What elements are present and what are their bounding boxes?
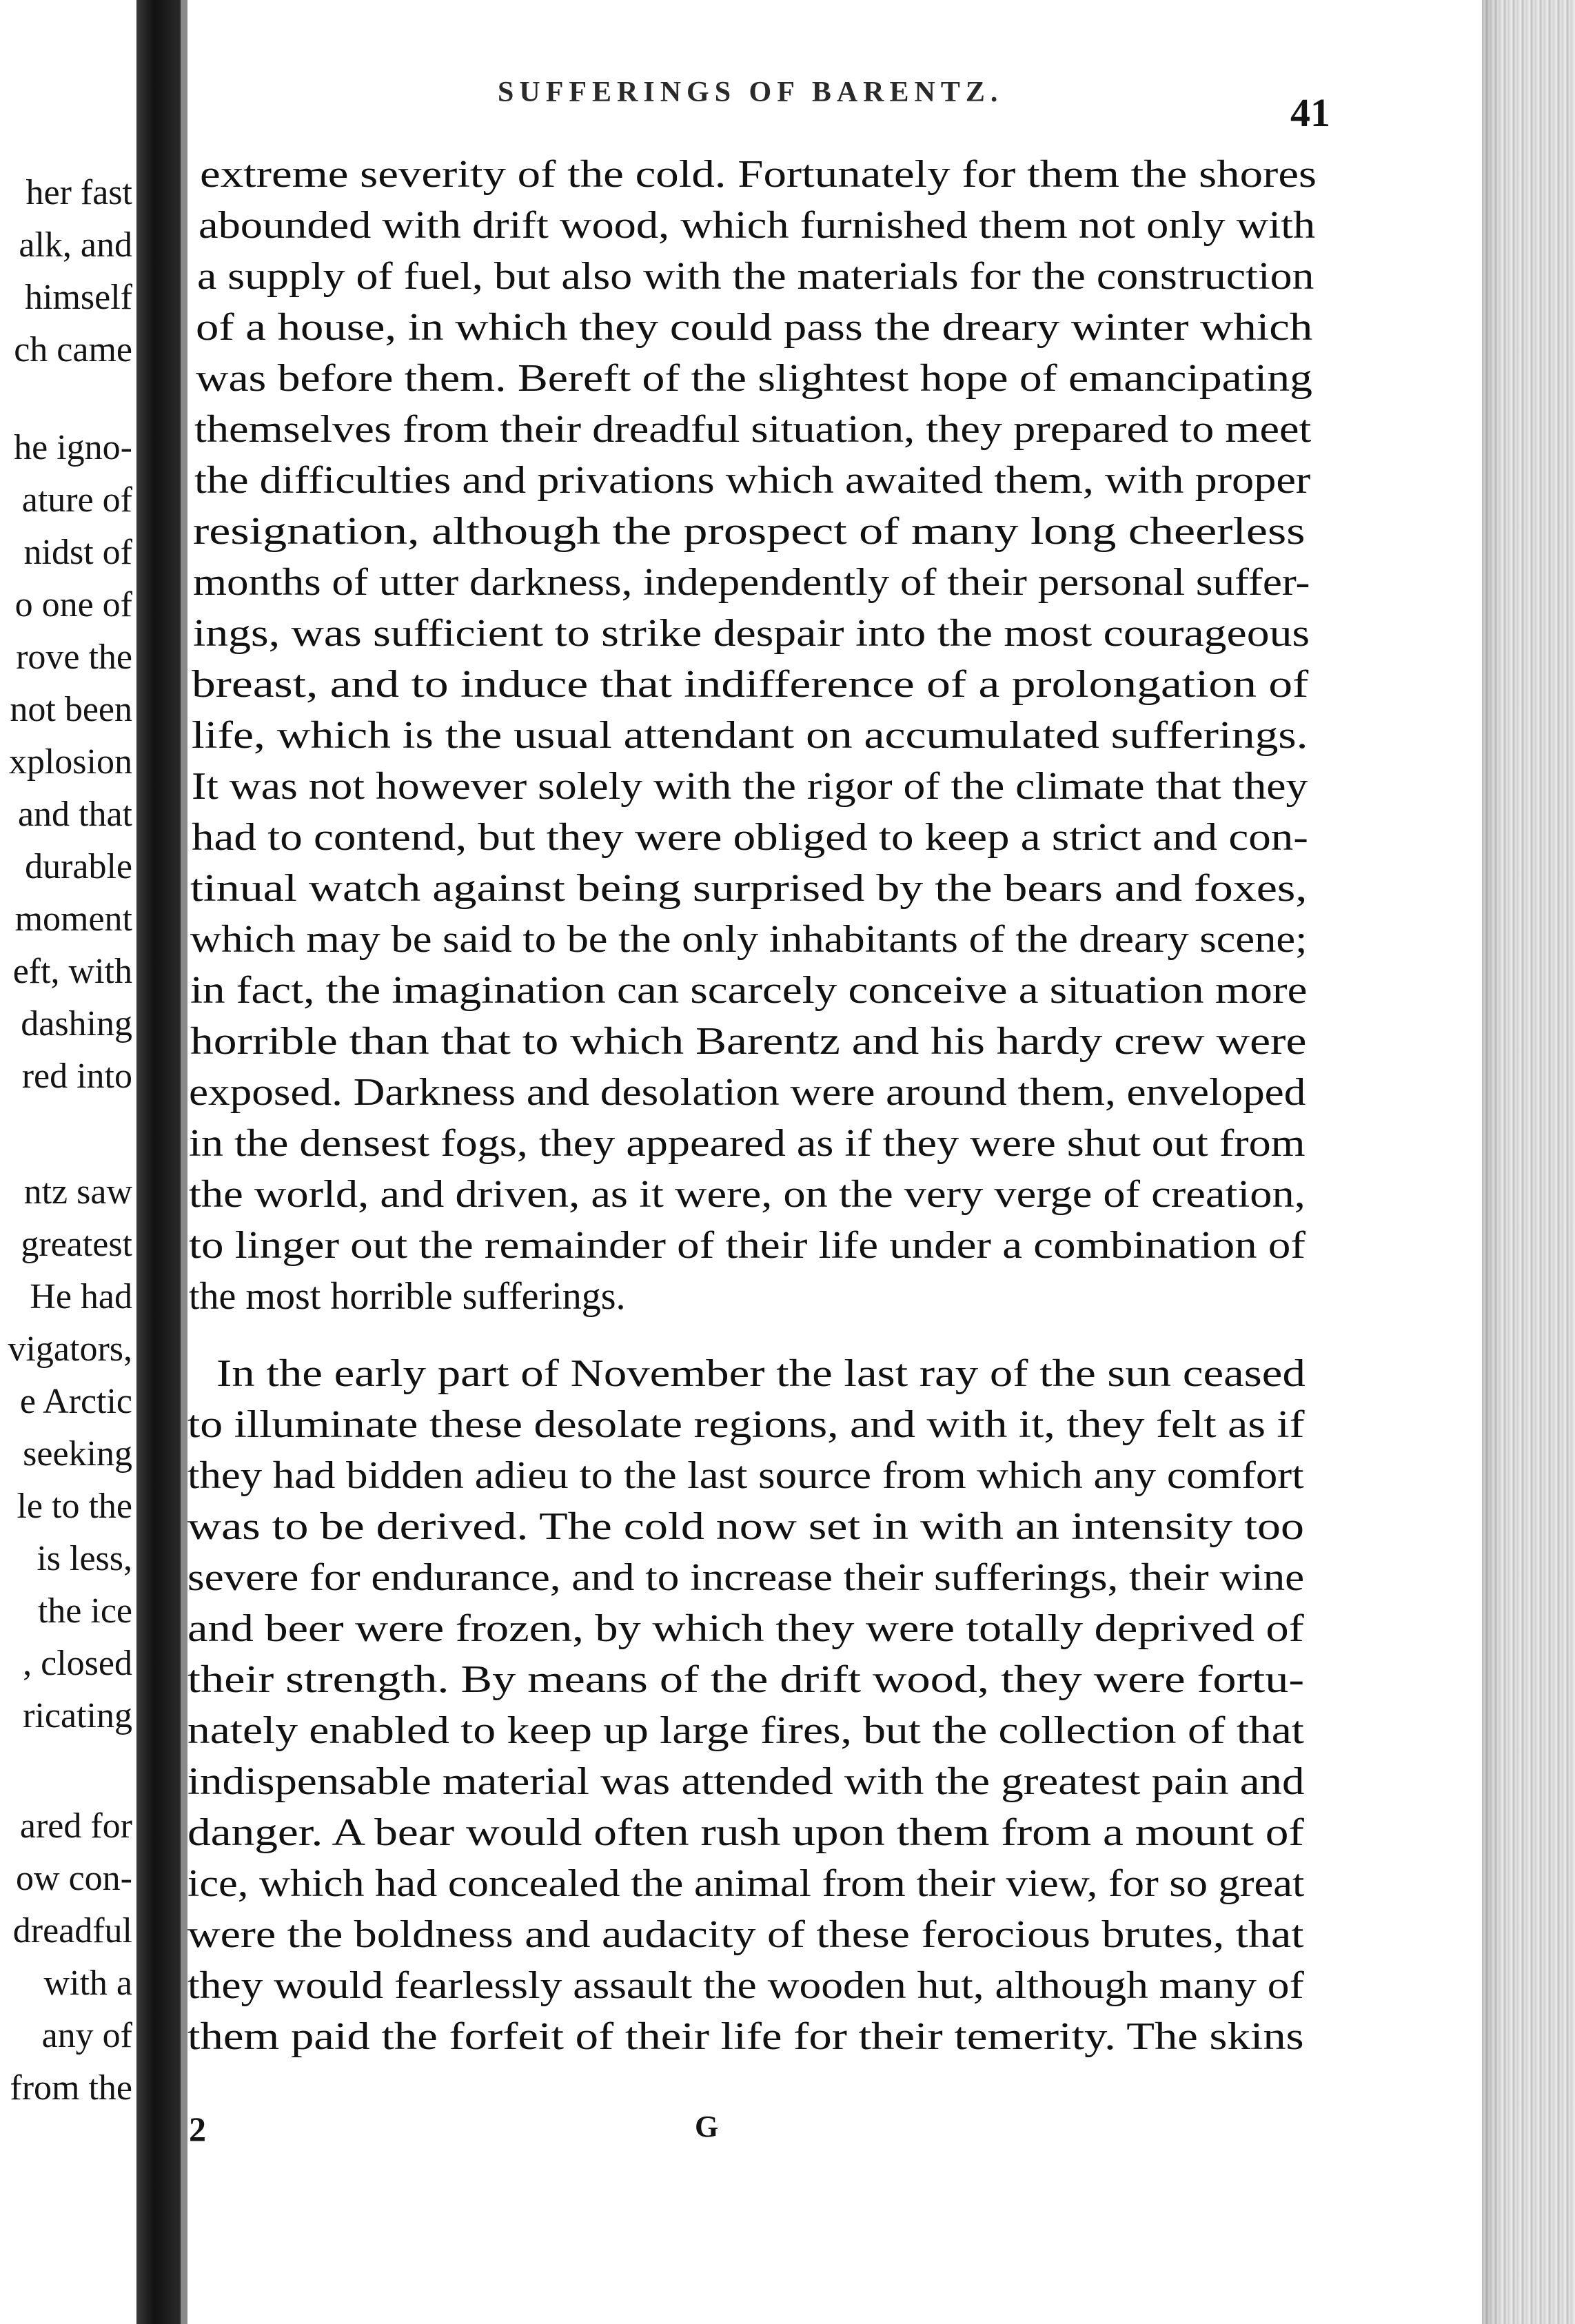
text-line: tinual watch against being surprised by the bears and foxes, xyxy=(190,867,1308,910)
text-line: In the early part of November the last ray of the sun ceased xyxy=(216,1352,1305,1395)
text-line: horrible than that to which Barentz and his hardy crew were xyxy=(190,1020,1307,1063)
text-line: they had bidden adieu to the last source from which any comfort xyxy=(187,1454,1304,1497)
left-line: greatest xyxy=(21,1225,132,1264)
text-line: life, which is the usual attendant on accumulated sufferings. xyxy=(192,714,1308,757)
left-line: with a xyxy=(43,1964,132,2003)
page-number: 41 xyxy=(1290,90,1330,135)
left-line: rove the xyxy=(16,638,132,677)
left-line: , closed xyxy=(23,1644,132,1683)
left-line: e Arctic xyxy=(19,1382,132,1421)
text-line: in fact, the imagination can scarcely conceive a situation more xyxy=(190,969,1308,1012)
text-line: to linger out the remainder of their life under a combination of xyxy=(189,1224,1305,1267)
left-line: is less, xyxy=(37,1539,132,1578)
text-line: of a house, in which they could pass the dreary winter which xyxy=(196,306,1313,349)
text-line: breast, and to induce that indifference of a prolongation of xyxy=(192,663,1309,706)
text-line: abounded with drift wood, which furnished them not only with xyxy=(199,204,1316,247)
left-line: ch came xyxy=(14,330,132,369)
signature-letter: G xyxy=(695,2110,719,2143)
left-line: He had xyxy=(30,1277,132,1316)
text-line: was to be derived. The cold now set in with an intensity too xyxy=(187,1505,1304,1548)
left-page-fragment xyxy=(0,0,138,2324)
book-gutter xyxy=(136,0,181,2324)
text-line: was before them. Bereft of the slightest hope of emancipating xyxy=(196,357,1312,400)
text-line: them paid the forfeit of their life for their temerity. The skins xyxy=(187,2015,1304,2058)
left-line: not been xyxy=(10,690,132,729)
left-line: dashing xyxy=(21,1004,132,1043)
signature-number: 2 xyxy=(189,2110,206,2148)
text-line: months of utter darkness, independently of their personal suffer- xyxy=(193,561,1310,604)
left-line: le to the xyxy=(17,1487,132,1526)
text-line: and beer were frozen, by which they were totally deprived of xyxy=(187,1607,1304,1650)
page-edges-shadow xyxy=(1482,0,1503,2324)
text-line: they would fearlessly assault the wooden hut, although many of xyxy=(187,1964,1304,2007)
left-line: he igno- xyxy=(14,428,132,467)
text-line: the world, and driven, as it were, on the very verge of creation, xyxy=(189,1173,1305,1216)
text-line: It was not however solely with the rigor of the climate that they xyxy=(192,765,1308,808)
left-line: ature of xyxy=(21,480,132,520)
text-line: had to contend, but they were obliged to keep a strict and con- xyxy=(192,816,1308,859)
left-line: the ice xyxy=(37,1591,132,1631)
left-line: ared for xyxy=(19,1806,132,1846)
main-page xyxy=(187,0,1483,2324)
text-line: exposed. Darkness and desolation were around them, enveloped xyxy=(189,1071,1306,1114)
left-line: vigators, xyxy=(8,1329,132,1369)
text-line: their strength. By means of the drift wood, they were fortu- xyxy=(187,1658,1305,1701)
text-line: were the boldness and audacity of these ferocious brutes, that xyxy=(187,1913,1304,1956)
left-line: ricating xyxy=(23,1696,132,1735)
left-line: alk, and xyxy=(19,225,132,265)
left-line: xplosion xyxy=(8,742,132,782)
left-line: o one of xyxy=(14,585,132,624)
left-line: her fast xyxy=(26,173,132,212)
body-text xyxy=(187,0,1483,2324)
left-line: ntz saw xyxy=(23,1172,132,1212)
text-line: severe for endurance, and to increase their sufferings, their wine xyxy=(187,1556,1305,1599)
gutter-edge xyxy=(181,0,187,2324)
text-line: which may be said to be the only inhabitants of the dreary scene; xyxy=(190,918,1308,961)
text-line: ice, which had concealed the animal from their view, for so great xyxy=(187,1862,1305,1905)
text-line: the difficulties and privations which awaited them, with proper xyxy=(194,459,1311,502)
running-head: SUFFERINGS OF BARENTZ. xyxy=(498,77,1004,108)
left-line: from the xyxy=(10,2068,132,2108)
text-line: the most horrible sufferings. xyxy=(189,1275,626,1318)
text-line: to illuminate these desolate regions, and with it, they felt as if xyxy=(187,1403,1305,1446)
left-line: eft, with xyxy=(12,952,132,991)
left-line: moment xyxy=(14,899,132,939)
text-line: indispensable material was attended with the greatest pain and xyxy=(187,1760,1305,1803)
left-line: any of xyxy=(41,2016,132,2055)
left-line: himself xyxy=(25,278,132,317)
text-line: ings, was sufficient to strike despair into the most courageous xyxy=(193,612,1310,655)
text-line: extreme severity of the cold. Fortunately for them the shores xyxy=(200,153,1317,196)
text-line: a supply of fuel, but also with the materials for the construction xyxy=(197,255,1314,298)
text-line: nately enabled to keep up large fires, but the collection of that xyxy=(187,1709,1304,1752)
text-line: in the densest fogs, they appeared as if they were shut out from xyxy=(189,1122,1305,1165)
left-line: nidst of xyxy=(23,533,132,572)
text-line: resignation, although the prospect of many long cheerless xyxy=(193,510,1305,553)
left-line: ow con- xyxy=(16,1859,132,1898)
left-line: and that xyxy=(17,795,132,834)
left-line: red into xyxy=(21,1057,132,1096)
left-line: dreadful xyxy=(12,1911,132,1950)
left-line: seeking xyxy=(23,1434,132,1474)
text-line: danger. A bear would often rush upon them from a mount of xyxy=(187,1811,1304,1854)
left-line: durable xyxy=(25,847,132,886)
text-line: themselves from their dreadful situation, they prepared to meet xyxy=(194,408,1312,451)
